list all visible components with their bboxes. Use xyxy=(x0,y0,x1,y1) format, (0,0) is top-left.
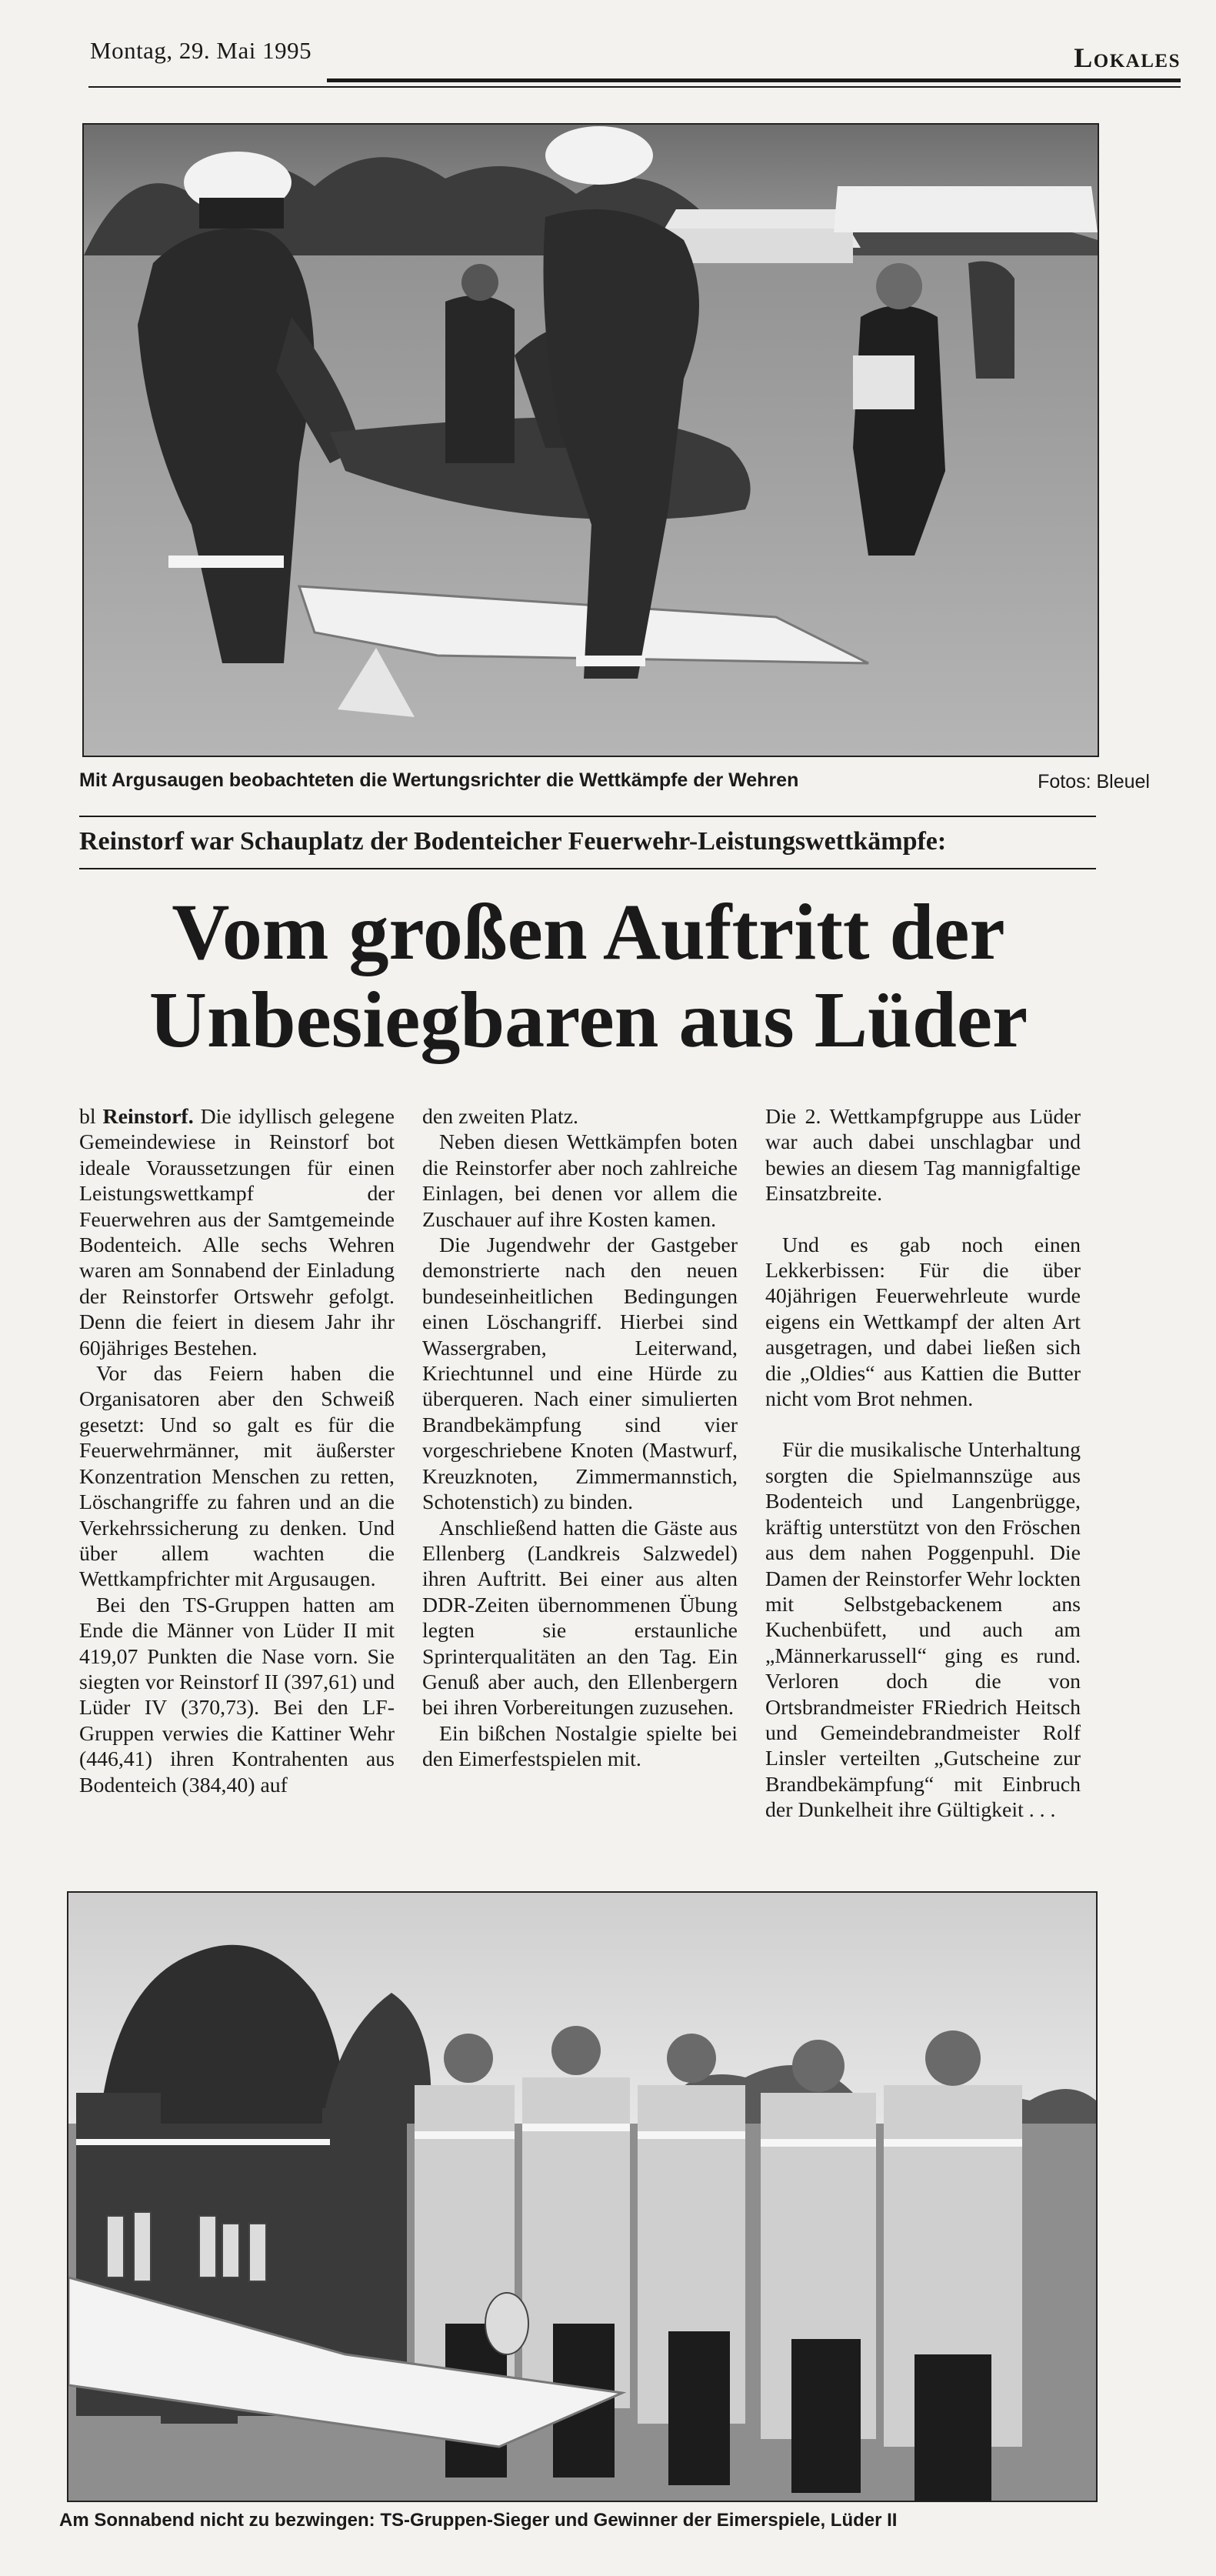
byline: bl Reinstorf. xyxy=(79,1105,194,1129)
paragraph: bl Reinstorf. Die idyllisch gelegene Gemeindewiese in Reinstorf bot ideale Voraussetzungen für einen Leistungswettkampf der Feuerwehren aus der Samtgemeinde Bodenteich. Alle sechs Wehren waren am Sonnabend der Einladung der Reinstorfer Ortswehr gefolgt. Denn die feiert in diesem Jahr ihr 60jähriges Bestehen. xyxy=(79,1105,395,1360)
paragraph: Die 2. Wettkampfgruppe aus Lüder war auch dabei unschlagbar und bewies an diesem Tag mannigfaltige Einsatzbreite. xyxy=(765,1105,1081,1206)
article-column-3 xyxy=(765,1104,1081,1874)
article-kicker: Reinstorf war Schauplatz der Bodenteicher Feuerwehr-Leistungswettkämpfe: xyxy=(79,827,947,856)
article-headline xyxy=(73,889,1104,1064)
paragraph: Anschließend hatten die Gäste aus Ellenberg (Landkreis Salzwedel) ihren Auftritt. Bei einer aus alten DDR-Zeiten übernommenen Übung legten sie erstaunliche Sprinterqualitäten an den Tag. Ein Genuß aber auch, den Ellenbergern bei ihren Vorbereitungen zuzusehen. xyxy=(422,1516,738,1720)
article-body xyxy=(79,1104,1096,1874)
paragraph: Und es gab noch einen Lekkerbissen: Für die über 40jährigen Feuerwehrleute wurde eigens ein Wettkampf der alten Art ausgetragen, und dabei ließen sich die „Oldies“ aus Kattien die Butter nicht vom Brot nehmen. xyxy=(765,1233,1081,1412)
paragraph: Bei den TS-Gruppen hatten am Ende die Männer von Lüder II mit 419,07 Punkten die Nase vorn. Sie siegten vor Reinstorf II (397,61) und Lüder IV (370,73). Bei den LF-Gruppen verwies die Kattiner Wehr (446,41) ihren Kontrahenten aus Bodenteich (384,40) auf xyxy=(79,1593,395,1797)
photo-rescue-exercise xyxy=(82,123,1099,757)
headline-line-2: Unbesiegbaren aus Lüder xyxy=(148,976,1028,1064)
kicker-rule-bottom xyxy=(79,868,1096,869)
paragraph: Vor das Feiern haben die Organisatoren aber den Schweiß gesetzt: Und so galt es für die Feuerwehrmänner, mit äußerster Konzentration Menschen zu retten, Löschangriffe zu fahren und an die Verkehrssicherung zu denken. Und über allem wachten die Wettkampfrichter mit Argusaugen. xyxy=(79,1362,395,1592)
headline-line-1: Vom großen Auftritt der xyxy=(172,888,1005,976)
article-column-2 xyxy=(422,1104,738,1874)
issue-date: Montag, 29. Mai 1995 xyxy=(90,37,312,64)
paragraph: Die Jugendwehr der Gastgeber demonstrierte nach den neuen bundeseinheitlichen Bedingungen einen Löschangriff. Hierbei sind Wassergraben, Leiterwand, Kriechtunnel und eine Hürde zu überqueren. Nach einer simulierten Brandbekämpfung sind vier vorgeschriebene Knoten (Mastwurf, Kreuzknoten, Zimmermannstich, Schotenstich) zu binden. xyxy=(422,1233,738,1515)
paragraph: Neben diesen Wettkämpfen boten die Reinstorfer aber noch zahlreiche Einlagen, bei denen vor allem die Zuschauer auf ihre Kosten kamen. xyxy=(422,1130,738,1232)
section-title: Lokales xyxy=(1074,42,1181,73)
photo-winning-team xyxy=(67,1891,1098,2502)
kicker-rule-top xyxy=(79,816,1096,817)
newspaper-page xyxy=(59,31,1181,2539)
paragraph: Für die musikalische Unterhaltung sorgten die Spielmannszüge aus Bodenteich und Langenbrügge, kräftig unterstützt von den Fröschen aus dem nahen Poggenpuhl. Die Damen der Reinstorfer Wehr lockten mit Selbstgebackenem ans Kuchenbüfett, und auch am „Männerkarussell“ ging es rund. Verloren doch die von Ortsbrandmeister FRiedrich Heitsch und Gemeindebrandmeister Rolf Linsler verteilten „Gutscheine zur Brandbekämpfung“ mit Einbruch der Dunkelheit ihre Gültigkeit . . . xyxy=(765,1438,1081,1823)
header-rule-thin xyxy=(88,86,1181,88)
paragraph: den zweiten Platz. xyxy=(422,1105,578,1129)
header-rule xyxy=(327,78,1181,82)
photo-caption: Mit Argusaugen beobachteten die Wertungsrichter die Wettkämpfe der Wehren xyxy=(79,769,799,791)
photo-caption: Am Sonnabend nicht zu bezwingen: TS-Gruppen-Sieger und Gewinner der Eimerspiele, Lüder II xyxy=(59,2510,898,2531)
photo-credit: Fotos: Bleuel xyxy=(1038,771,1150,792)
paragraph: Ein bißchen Nostalgie spielte bei den Eimerfestspielen mit. xyxy=(422,1721,738,1772)
article-column-1 xyxy=(79,1104,395,1874)
